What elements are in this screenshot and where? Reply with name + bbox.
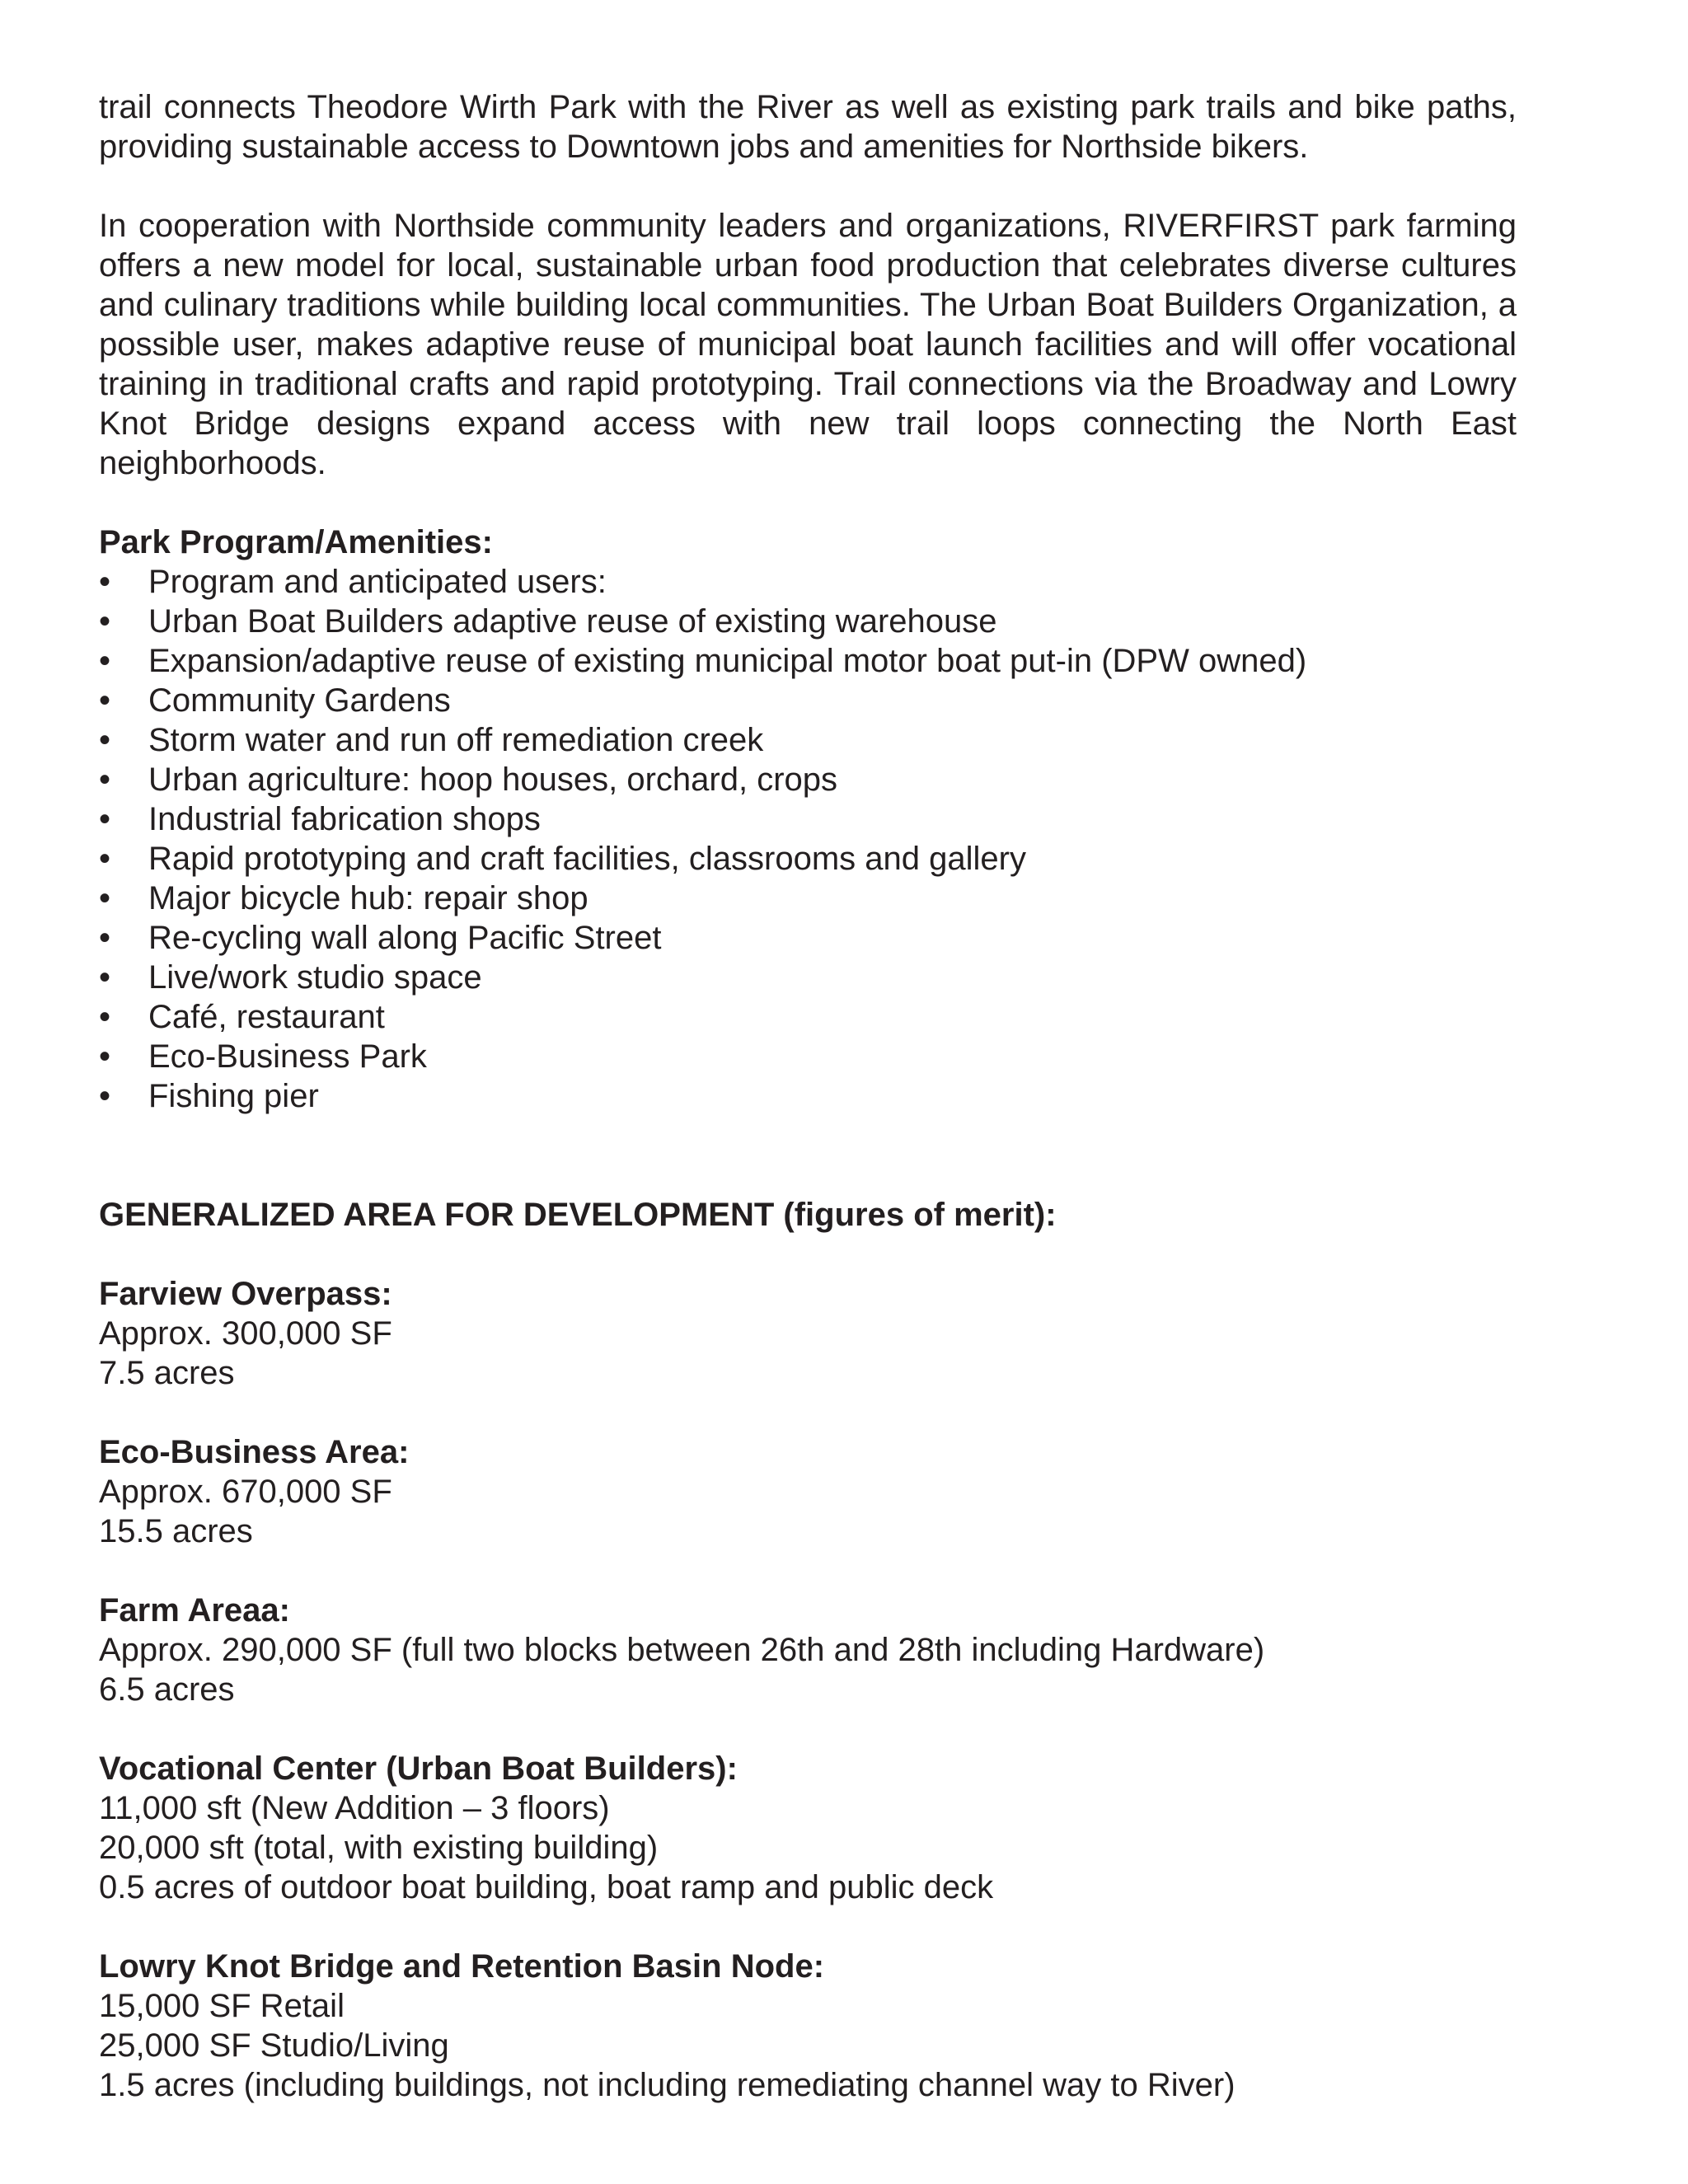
program-item-text: Eco-Business Park <box>148 1038 427 1075</box>
program-list-item <box>99 760 1517 799</box>
program-item-text: Urban agriculture: hoop houses, orchard, crops <box>148 762 838 798</box>
development-section-line: 1.5 acres (including buildings, not including remediating channel way to River) <box>99 2067 1236 2103</box>
program-list-item <box>99 562 1517 602</box>
development-section-line: 0.5 acres of outdoor boat building, boat ramp and public deck <box>99 1869 994 1905</box>
development-section-line: Approx. 300,000 SF <box>99 1315 392 1352</box>
program-item-text: Urban Boat Builders adaptive reuse of existing warehouse <box>148 603 997 640</box>
program-list-item <box>99 958 1517 997</box>
bullet-icon: • <box>99 682 111 719</box>
development-section-line: Approx. 290,000 SF (full two blocks between 26th and 28th including Hardware) <box>99 1632 1265 1668</box>
development-section-line: 25,000 SF Studio/Living <box>99 2027 449 2064</box>
intro-paragraph: trail connects Theodore Wirth Park with the River as well as existing park trails and bike paths, providing sustainable access to Downtown jobs and amenities for Northside bikers. <box>99 89 1517 165</box>
program-list-item <box>99 1076 1517 1116</box>
bullet-icon: • <box>99 801 111 837</box>
program-item-text: Fishing pier <box>148 1078 319 1114</box>
bullet-icon: • <box>99 762 111 798</box>
bullet-icon: • <box>99 1078 111 1114</box>
development-heading: GENERALIZED AREA FOR DEVELOPMENT (figures of merit): <box>99 1197 1057 1233</box>
program-item-text: Major bicycle hub: repair shop <box>148 880 588 916</box>
program-list-item <box>99 641 1517 681</box>
bullet-icon: • <box>99 841 111 877</box>
program-list-item <box>99 997 1517 1037</box>
program-item-text: Storm water and run off remediation creek <box>148 722 764 758</box>
bullet-icon: • <box>99 880 111 916</box>
development-section-title: Vocational Center (Urban Boat Builders): <box>99 1750 738 1787</box>
program-item-text: Program and anticipated users: <box>148 564 607 600</box>
development-section-line: Approx. 670,000 SF <box>99 1474 392 1510</box>
development-section-line: 20,000 sft (total, with existing building) <box>99 1830 659 1866</box>
bullet-icon: • <box>99 920 111 956</box>
development-section-line: 7.5 acres <box>99 1355 235 1391</box>
development-sections <box>99 1235 1517 2105</box>
program-item-text: Community Gardens <box>148 682 451 719</box>
bullet-icon: • <box>99 999 111 1035</box>
development-section-title: Lowry Knot Bridge and Retention Basin Node: <box>99 1948 825 1985</box>
program-list-item <box>99 918 1517 958</box>
development-section-line: 11,000 sft (New Addition – 3 floors) <box>99 1790 610 1826</box>
bullet-icon: • <box>99 722 111 758</box>
development-section-line: 15,000 SF Retail <box>99 1988 345 2024</box>
program-heading: Park Program/Amenities: <box>99 524 493 560</box>
program-list-item <box>99 720 1517 760</box>
program-list-item <box>99 1037 1517 1076</box>
development-section-title: Farm Areaa: <box>99 1592 290 1629</box>
program-item-text: Expansion/adaptive reuse of existing municipal motor boat put-in (DPW owned) <box>148 643 1307 679</box>
bullet-icon: • <box>99 564 111 600</box>
program-item-text: Café, restaurant <box>148 999 385 1035</box>
bullet-icon: • <box>99 603 111 640</box>
document-page <box>99 87 1517 2105</box>
program-item-text: Industrial fabrication shops <box>148 801 541 837</box>
program-list-item <box>99 839 1517 879</box>
program-item-text: Rapid prototyping and craft facilities, classrooms and gallery <box>148 841 1026 877</box>
program-item-text: Live/work studio space <box>148 959 482 996</box>
development-section-title: Farview Overpass: <box>99 1276 392 1312</box>
bullet-icon: • <box>99 959 111 996</box>
program-list-item <box>99 799 1517 839</box>
cooperation-paragraph: In cooperation with Northside community leaders and organizations, RIVERFIRST park farming offers a new model for local, sustainable urban food production that celebrates diverse cultures and culinary traditions while building local communities. The Urban Boat Builders Organization, a possible user, makes adaptive reuse of municipal boat launch facilities and will offer vocational training in traditional crafts and rapid prototyping. Trail connections via the Broadway and Lowry Knot Bridge designs expand access with new trail loops connecting the North East neighborhoods. <box>99 208 1517 481</box>
bullet-icon: • <box>99 1038 111 1075</box>
program-item-text: Re-cycling wall along Pacific Street <box>148 920 662 956</box>
program-list <box>99 562 1517 1116</box>
program-list-item <box>99 602 1517 641</box>
program-list-item <box>99 879 1517 918</box>
program-list-item <box>99 681 1517 720</box>
development-section-title: Eco-Business Area: <box>99 1434 410 1470</box>
bullet-icon: • <box>99 643 111 679</box>
development-section-line: 6.5 acres <box>99 1671 235 1708</box>
development-section-line: 15.5 acres <box>99 1513 253 1549</box>
